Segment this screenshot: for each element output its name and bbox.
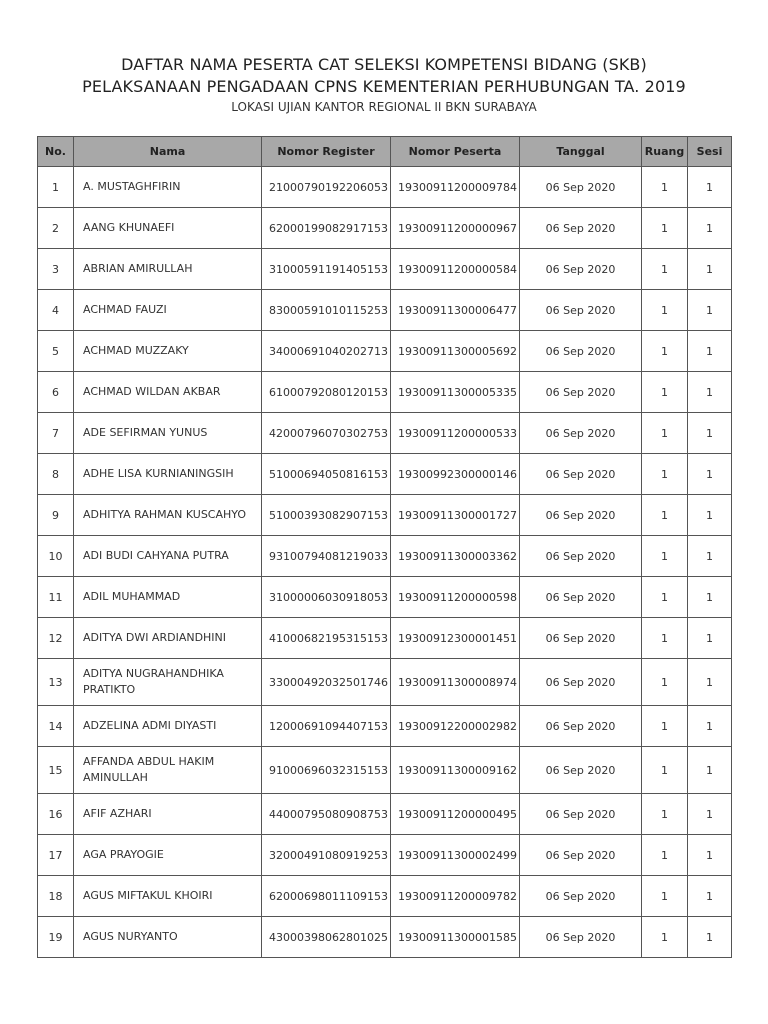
cell-sesi: 1 bbox=[688, 747, 732, 794]
cell-nama: ADI BUDI CAHYANA PUTRA bbox=[74, 536, 262, 577]
cell-sesi: 1 bbox=[688, 249, 732, 290]
cell-nomor-peserta: 19300911300005692 bbox=[391, 331, 520, 372]
cell-nama: ADHE LISA KURNIANINGSIH bbox=[74, 454, 262, 495]
cell-nomor-peserta: 19300911300001727 bbox=[391, 495, 520, 536]
cell-tanggal: 06 Sep 2020 bbox=[520, 495, 642, 536]
cell-sesi: 1 bbox=[688, 835, 732, 876]
cell-no: 15 bbox=[38, 747, 74, 794]
table-row bbox=[38, 454, 732, 495]
cell-nama: AFIF AZHARI bbox=[74, 794, 262, 835]
cell-nama: ADZELINA ADMI DIYASTI bbox=[74, 706, 262, 747]
cell-sesi: 1 bbox=[688, 413, 732, 454]
cell-nomor-peserta: 19300911300002499 bbox=[391, 835, 520, 876]
cell-no: 17 bbox=[38, 835, 74, 876]
cell-tanggal: 06 Sep 2020 bbox=[520, 618, 642, 659]
column-header-nomor-register: Nomor Register bbox=[262, 137, 391, 167]
cell-no: 3 bbox=[38, 249, 74, 290]
cell-tanggal: 06 Sep 2020 bbox=[520, 290, 642, 331]
document-title-line-2: PELAKSANAAN PENGADAAN CPNS KEMENTERIAN PERHUBUNGAN TA. 2019 bbox=[82, 77, 686, 96]
cell-nomor-register: 61000792080120153 bbox=[262, 372, 391, 413]
table-row bbox=[38, 794, 732, 835]
cell-tanggal: 06 Sep 2020 bbox=[520, 167, 642, 208]
cell-tanggal: 06 Sep 2020 bbox=[520, 917, 642, 958]
cell-nomor-register: 31000591191405153 bbox=[262, 249, 391, 290]
cell-nama: ADITYA DWI ARDIANDHINI bbox=[74, 618, 262, 659]
cell-ruang: 1 bbox=[642, 413, 688, 454]
column-header-nomor-peserta: Nomor Peserta bbox=[391, 137, 520, 167]
cell-nomor-peserta: 19300911300003362 bbox=[391, 536, 520, 577]
cell-nomor-peserta: 19300911200009784 bbox=[391, 167, 520, 208]
cell-nama: ACHMAD WILDAN AKBAR bbox=[74, 372, 262, 413]
document-title-line-1: DAFTAR NAMA PESERTA CAT SELEKSI KOMPETENSI BIDANG (SKB) bbox=[121, 55, 647, 74]
cell-nomor-peserta: 19300912200002982 bbox=[391, 706, 520, 747]
table-row bbox=[38, 413, 732, 454]
cell-ruang: 1 bbox=[642, 495, 688, 536]
column-header-nama: Nama bbox=[74, 137, 262, 167]
cell-no: 5 bbox=[38, 331, 74, 372]
cell-tanggal: 06 Sep 2020 bbox=[520, 249, 642, 290]
cell-nomor-register: 32000491080919253 bbox=[262, 835, 391, 876]
table-row bbox=[38, 167, 732, 208]
column-header-ruang: Ruang bbox=[642, 137, 688, 167]
cell-nomor-peserta: 19300911300005335 bbox=[391, 372, 520, 413]
cell-ruang: 1 bbox=[642, 706, 688, 747]
cell-nomor-register: 12000691094407153 bbox=[262, 706, 391, 747]
cell-sesi: 1 bbox=[688, 495, 732, 536]
cell-tanggal: 06 Sep 2020 bbox=[520, 536, 642, 577]
table-row bbox=[38, 706, 732, 747]
cell-nomor-peserta: 19300911200000584 bbox=[391, 249, 520, 290]
cell-nomor-register: 43000398062801025 bbox=[262, 917, 391, 958]
cell-tanggal: 06 Sep 2020 bbox=[520, 454, 642, 495]
column-header-sesi: Sesi bbox=[688, 137, 732, 167]
table-row bbox=[38, 835, 732, 876]
cell-nama: AGUS NURYANTO bbox=[74, 917, 262, 958]
exam-location: LOKASI UJIAN KANTOR REGIONAL II BKN SURABAYA bbox=[231, 100, 537, 114]
cell-nomor-register: 21000790192206053 bbox=[262, 167, 391, 208]
cell-tanggal: 06 Sep 2020 bbox=[520, 208, 642, 249]
cell-nomor-peserta: 19300911300009162 bbox=[391, 747, 520, 794]
cell-no: 10 bbox=[38, 536, 74, 577]
document-header bbox=[0, 54, 768, 116]
cell-nomor-register: 31000006030918053 bbox=[262, 577, 391, 618]
cell-nomor-register: 34000691040202713 bbox=[262, 331, 391, 372]
cell-no: 11 bbox=[38, 577, 74, 618]
cell-tanggal: 06 Sep 2020 bbox=[520, 331, 642, 372]
cell-ruang: 1 bbox=[642, 794, 688, 835]
cell-sesi: 1 bbox=[688, 876, 732, 917]
cell-nama: AGA PRAYOGIE bbox=[74, 835, 262, 876]
cell-no: 18 bbox=[38, 876, 74, 917]
cell-tanggal: 06 Sep 2020 bbox=[520, 659, 642, 706]
cell-tanggal: 06 Sep 2020 bbox=[520, 706, 642, 747]
cell-tanggal: 06 Sep 2020 bbox=[520, 413, 642, 454]
cell-sesi: 1 bbox=[688, 208, 732, 249]
cell-sesi: 1 bbox=[688, 167, 732, 208]
column-header-no: No. bbox=[38, 137, 74, 167]
table-row bbox=[38, 577, 732, 618]
table-row bbox=[38, 331, 732, 372]
cell-ruang: 1 bbox=[642, 249, 688, 290]
cell-nomor-register: 51000694050816153 bbox=[262, 454, 391, 495]
cell-no: 2 bbox=[38, 208, 74, 249]
cell-no: 13 bbox=[38, 659, 74, 706]
cell-tanggal: 06 Sep 2020 bbox=[520, 577, 642, 618]
cell-nomor-peserta: 19300911200009782 bbox=[391, 876, 520, 917]
cell-nomor-register: 51000393082907153 bbox=[262, 495, 391, 536]
cell-no: 16 bbox=[38, 794, 74, 835]
cell-ruang: 1 bbox=[642, 747, 688, 794]
table-row bbox=[38, 249, 732, 290]
cell-nama: AFFANDA ABDUL HAKIM AMINULLAH bbox=[74, 747, 262, 794]
cell-ruang: 1 bbox=[642, 659, 688, 706]
table-row bbox=[38, 659, 732, 706]
table-row bbox=[38, 536, 732, 577]
cell-nomor-register: 42000796070302753 bbox=[262, 413, 391, 454]
cell-nama: AANG KHUNAEFI bbox=[74, 208, 262, 249]
table-row bbox=[38, 372, 732, 413]
cell-no: 9 bbox=[38, 495, 74, 536]
cell-sesi: 1 bbox=[688, 659, 732, 706]
cell-ruang: 1 bbox=[642, 618, 688, 659]
cell-nama: ACHMAD MUZZAKY bbox=[74, 331, 262, 372]
cell-no: 6 bbox=[38, 372, 74, 413]
cell-sesi: 1 bbox=[688, 454, 732, 495]
cell-tanggal: 06 Sep 2020 bbox=[520, 835, 642, 876]
table-row bbox=[38, 618, 732, 659]
cell-sesi: 1 bbox=[688, 372, 732, 413]
cell-nama: ADE SEFIRMAN YUNUS bbox=[74, 413, 262, 454]
cell-nomor-peserta: 19300912300001451 bbox=[391, 618, 520, 659]
cell-sesi: 1 bbox=[688, 536, 732, 577]
cell-nama: ADITYA NUGRAHANDHIKA PRATIKTO bbox=[74, 659, 262, 706]
cell-no: 1 bbox=[38, 167, 74, 208]
table-row bbox=[38, 917, 732, 958]
cell-no: 8 bbox=[38, 454, 74, 495]
cell-ruang: 1 bbox=[642, 876, 688, 917]
cell-nomor-peserta: 19300911200000533 bbox=[391, 413, 520, 454]
cell-tanggal: 06 Sep 2020 bbox=[520, 372, 642, 413]
cell-no: 7 bbox=[38, 413, 74, 454]
table-row bbox=[38, 876, 732, 917]
cell-nomor-peserta: 19300911200000598 bbox=[391, 577, 520, 618]
cell-ruang: 1 bbox=[642, 331, 688, 372]
cell-nama: ADIL MUHAMMAD bbox=[74, 577, 262, 618]
cell-ruang: 1 bbox=[642, 835, 688, 876]
cell-tanggal: 06 Sep 2020 bbox=[520, 876, 642, 917]
cell-nomor-register: 83000591010115253 bbox=[262, 290, 391, 331]
cell-nomor-register: 62000698011109153 bbox=[262, 876, 391, 917]
cell-sesi: 1 bbox=[688, 331, 732, 372]
cell-ruang: 1 bbox=[642, 167, 688, 208]
cell-nama: ABRIAN AMIRULLAH bbox=[74, 249, 262, 290]
column-header-tanggal: Tanggal bbox=[520, 137, 642, 167]
cell-sesi: 1 bbox=[688, 577, 732, 618]
table-row bbox=[38, 495, 732, 536]
cell-nomor-peserta: 19300911300006477 bbox=[391, 290, 520, 331]
participant-table bbox=[37, 136, 732, 958]
cell-sesi: 1 bbox=[688, 618, 732, 659]
table-row bbox=[38, 290, 732, 331]
cell-nama: AGUS MIFTAKUL KHOIRI bbox=[74, 876, 262, 917]
cell-no: 19 bbox=[38, 917, 74, 958]
cell-nomor-peserta: 19300911200000495 bbox=[391, 794, 520, 835]
table-body bbox=[38, 167, 732, 958]
cell-nomor-register: 33000492032501746 bbox=[262, 659, 391, 706]
cell-ruang: 1 bbox=[642, 577, 688, 618]
cell-no: 12 bbox=[38, 618, 74, 659]
cell-ruang: 1 bbox=[642, 536, 688, 577]
cell-nomor-peserta: 19300992300000146 bbox=[391, 454, 520, 495]
cell-nomor-register: 44000795080908753 bbox=[262, 794, 391, 835]
table-row bbox=[38, 208, 732, 249]
cell-sesi: 1 bbox=[688, 917, 732, 958]
cell-ruang: 1 bbox=[642, 454, 688, 495]
table-row bbox=[38, 747, 732, 794]
cell-nama: A. MUSTAGHFIRIN bbox=[74, 167, 262, 208]
cell-ruang: 1 bbox=[642, 372, 688, 413]
cell-no: 4 bbox=[38, 290, 74, 331]
cell-sesi: 1 bbox=[688, 794, 732, 835]
cell-nomor-peserta: 19300911300008974 bbox=[391, 659, 520, 706]
cell-nama: ACHMAD FAUZI bbox=[74, 290, 262, 331]
cell-tanggal: 06 Sep 2020 bbox=[520, 794, 642, 835]
cell-sesi: 1 bbox=[688, 290, 732, 331]
cell-no: 14 bbox=[38, 706, 74, 747]
cell-ruang: 1 bbox=[642, 208, 688, 249]
cell-nomor-register: 41000682195315153 bbox=[262, 618, 391, 659]
cell-nomor-register: 91000696032315153 bbox=[262, 747, 391, 794]
cell-nomor-peserta: 19300911300001585 bbox=[391, 917, 520, 958]
cell-sesi: 1 bbox=[688, 706, 732, 747]
cell-tanggal: 06 Sep 2020 bbox=[520, 747, 642, 794]
cell-nomor-register: 62000199082917153 bbox=[262, 208, 391, 249]
cell-nomor-register: 93100794081219033 bbox=[262, 536, 391, 577]
cell-nama: ADHITYA RAHMAN KUSCAHYO bbox=[74, 495, 262, 536]
cell-ruang: 1 bbox=[642, 917, 688, 958]
cell-nomor-peserta: 19300911200000967 bbox=[391, 208, 520, 249]
table-header-row bbox=[38, 137, 732, 167]
cell-ruang: 1 bbox=[642, 290, 688, 331]
